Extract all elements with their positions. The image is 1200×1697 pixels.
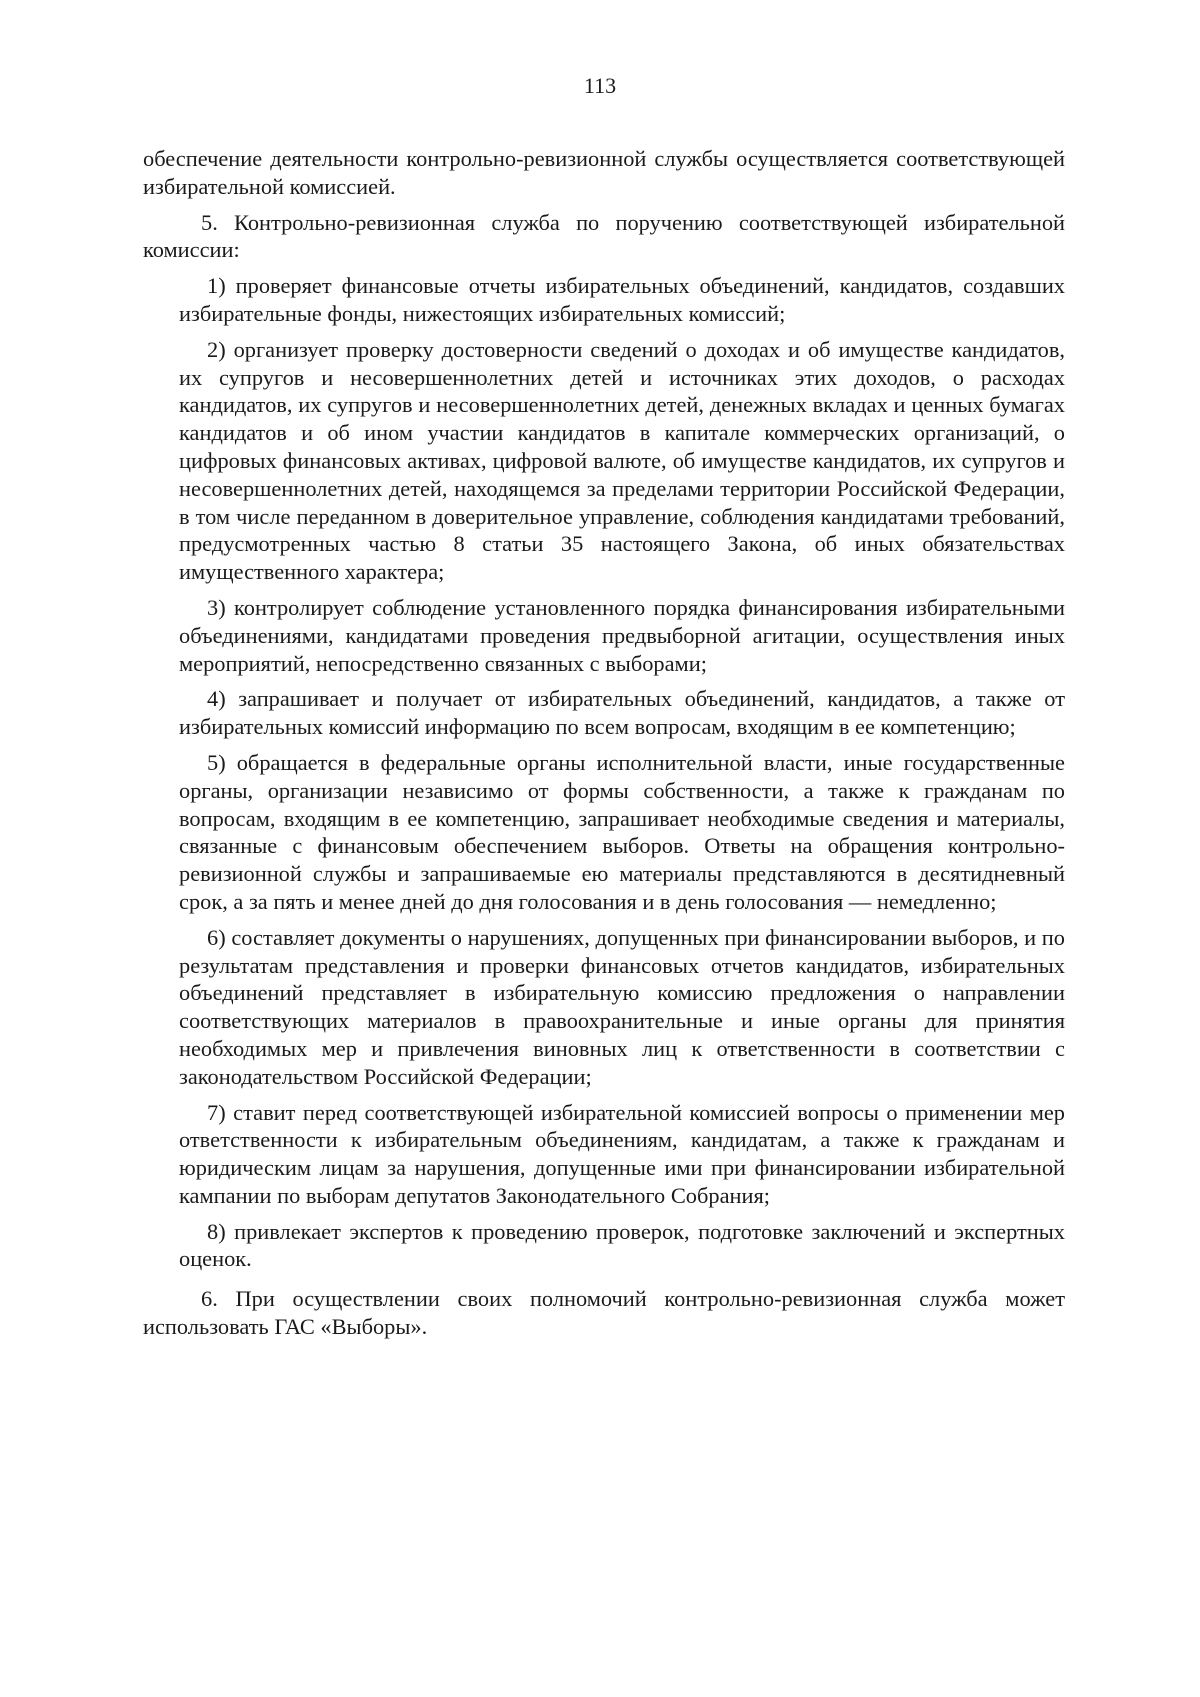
list-item: 2) организует проверку достоверности сведений о доходах и об имуществе кандидатов, их супругов и несовершеннолетних детей и источниках этих доходов, о расходах кандидатов, их супругов и несовершеннолетних детей, денежных вкладах и ценных бумагах кандидатов и об ином участии кандидатов в капитале коммерческих организаций, о цифровых финансовых активах, цифровой валюте, об имуществе кандидатов, их супругов и несовершеннолетних детей, находящемся за пределами территории Российской Федерации, в том числе переданном в доверительное управление, соблюдения кандидатами требований, предусмотренных частью 8 статьи 35 настоящего Закона, об иных обязательствах имущественного характера;: [179, 336, 1065, 585]
list-item: 7) ставит перед соответствующей избирательной комиссией вопросы о применении мер ответственности к избирательным объединениям, кандидатам, а также к гражданам и юридическим лицам за нарушения, допущенные ими при финансировании избирательной кампании по выборам депутатов Законодательного Собрания;: [179, 1099, 1065, 1208]
document-body: [143, 145, 1065, 1349]
list-item: 6) составляет документы о нарушениях, допущенных при финансировании выборов, и по результатам представления и проверки финансовых отчетов кандидатов, избирательных объединений представляет в избирательную комиссию предложения о направлении соответствующих материалов в правоохранительные и иные органы для принятия необходимых мер и привлечения виновных лиц к ответственности в соответствии с законодательством Российской Федерации;: [179, 924, 1065, 1089]
list-item: 8) привлекает экспертов к проведению проверок, подготовке заключений и экспертных оценок.: [179, 1218, 1065, 1272]
list-item: 3) контролирует соблюдение установленного порядка финансирования избирательными объединениями, кандидатами проведения предвыборной агитации, осуществления иных мероприятий, непосредственно связанных с выборами;: [179, 594, 1065, 676]
list-item: 1) проверяет финансовые отчеты избирательных объединений, кандидатов, создавших избирательные фонды, нижестоящих избирательных комиссий;: [179, 273, 1065, 326]
list-item: 5) обращается в федеральные органы исполнительной власти, иные государственные органы, организации независимо от формы собственности, а также к гражданам по вопросам, входящим в ее компетенцию, запрашивает необходимые сведения и материалы, связанные с финансовым обеспечением выборов. Ответы на обращения контрольно-ревизионной службы и запрашиваемые ею материалы представляются в десятидневный срок, а за пять и менее дней до дня голосования и в день голосования — немедленно;: [179, 749, 1065, 914]
paragraph-continuation: обеспечение деятельности контрольно-ревизионной службы осуществляется соответствующей избирательной комиссией.: [143, 146, 1065, 199]
paragraph-item-5: 5. Контрольно-ревизионная служба по поручению соответствующей избирательной комиссии:: [143, 209, 1065, 263]
paragraph-item-6: 6. При осуществлении своих полномочий контрольно-ревизионная служба может использовать ГАС «Выборы».: [143, 1286, 1065, 1340]
numbered-list: [143, 272, 1065, 1273]
page-number: 113: [583, 73, 617, 98]
list-item: 4) запрашивает и получает от избирательных объединений, кандидатов, а также от избирательных комиссий информацию по всем вопросам, входящим в ее компетенцию;: [179, 686, 1065, 740]
